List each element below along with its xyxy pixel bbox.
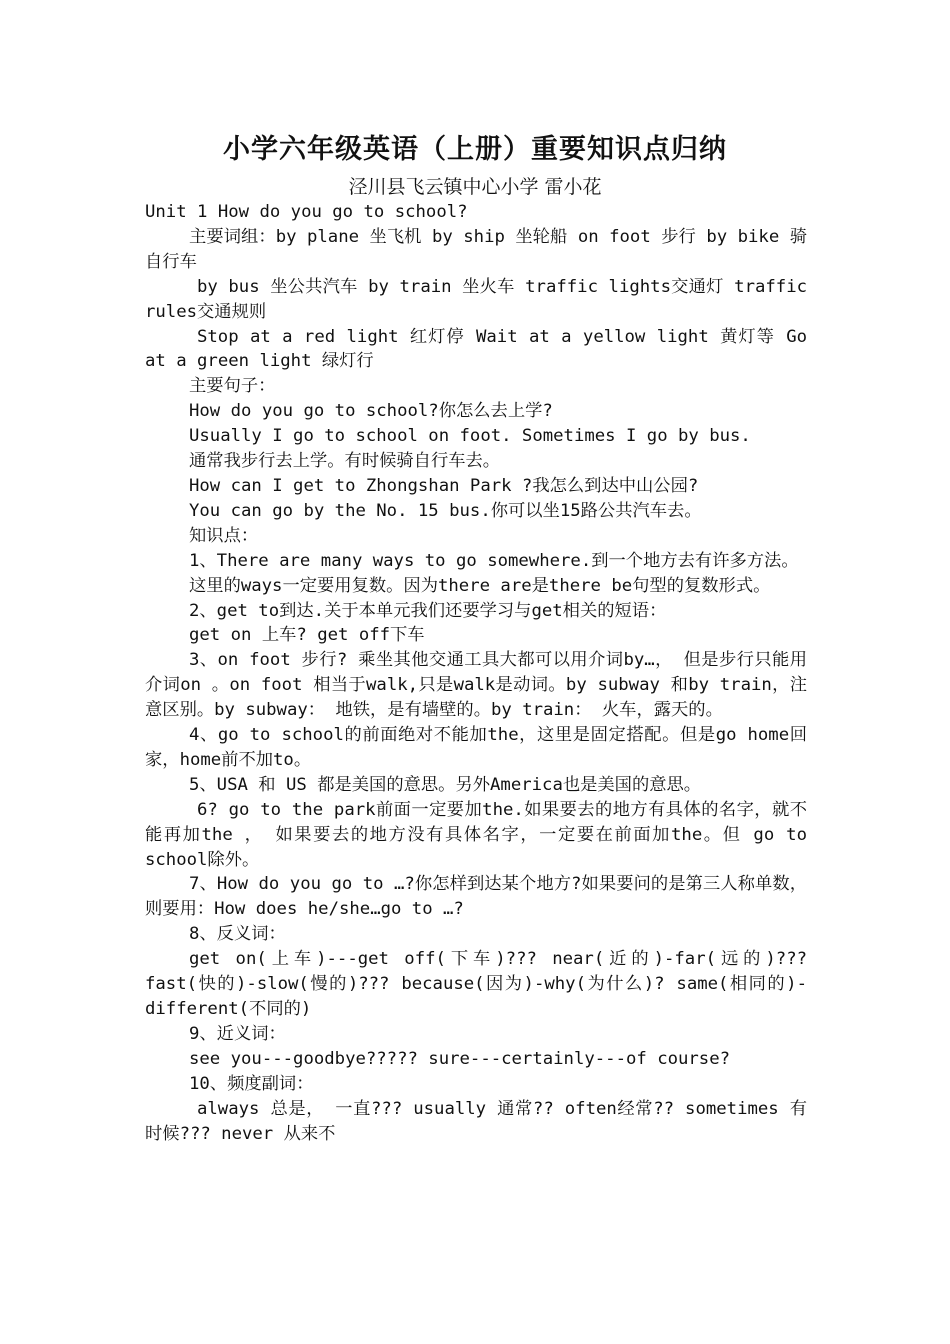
point-7: 7、How do you go to …?你怎样到达某个地方?如果要问的是第三人称单数，则要用：How does he/she…go to …? (145, 874, 807, 920)
sentences-heading: 主要句子： (189, 376, 276, 397)
point-1-note: 这里的ways一定要用复数。因为there are是there be句型的复数形式。 (189, 575, 771, 596)
point-5: 5、USA 和 US 都是美国的意思。另外America也是美国的意思。 (189, 774, 702, 795)
point-6: 6? go to the park前面一定要加the.如果要去的地方有具体的名字，就不能再加the ， 如果要去的地方没有具体名字，一定要在前面加the。但 go to school除外。 (145, 799, 807, 870)
point-3: 3、on foot 步行? 乘坐其他交通工具大都可以用介词by…， 但是步行只能用介词on 。on foot 相当于walk,只是walk是动词。by subway 和by train，注意区别。by subway： 地铁，是有墙壁的。by train： 火车，露天的。 (145, 650, 807, 721)
sentence-2-translation: 通常我步行去上学。有时候骑自行车去。 (189, 451, 501, 472)
point-9-synonyms: see you---goodbye????? sure---certainly---of course? (189, 1048, 731, 1069)
sentence-4: You can go by the No. 15 bus.你可以坐15路公共汽车去。 (189, 500, 702, 521)
point-10: 10、频度副词： (189, 1073, 314, 1094)
phrases-paragraph: 主要词组：by plane 坐飞机 by ship 坐轮船 on foot 步行 by bike 骑自行车 (145, 226, 807, 272)
document-body (145, 200, 807, 1146)
point-4: 4、go to school的前面绝对不能加the，这里是固定搭配。但是go home回家，home前不加to。 (145, 725, 807, 770)
point-8: 8、反义词： (189, 924, 286, 945)
point-9: 9、近义词： (189, 1023, 286, 1044)
point-1: 1、There are many ways to go somewhere.到一个地方去有许多方法。 (189, 550, 799, 571)
point-10-adverbs: always 总是， 一直??? usually 通常?? often经常?? sometimes 有时候??? never 从来不 (145, 1098, 807, 1144)
sentence-3: How can I get to Zhongshan Park ?我怎么到达中山公园? (189, 475, 699, 496)
unit-heading: Unit 1 How do you go to school? (145, 202, 468, 222)
point-2-note: get on 上车? get off下车 (189, 625, 425, 646)
point-8-antonyms: get on(上车)---get off(下车)??? near(近的)-far(远的)??? fast(快的)-slow(慢的)??? because(因为)-why(为什么)? same(相同的)-different(不同的) (145, 949, 807, 1019)
phrases-paragraph-2: by bus 坐公共汽车 by train 坐火车 traffic lights交通灯 traffic rules交通规则 (145, 276, 807, 322)
phrases-paragraph-3: Stop at a red light 红灯停 Wait at a yellow light 黄灯等 Go at a green light 绿灯行 (145, 326, 807, 372)
sentence-2: Usually I go to school on foot. Sometimes I go by bus. (189, 426, 751, 447)
point-2: 2、get to到达.关于本单元我们还要学习与get相关的短语： (189, 600, 667, 621)
author-line: 泾川县飞云镇中心小学 雷小花 (348, 176, 602, 198)
document-title: 小学六年级英语（上册）重要知识点归纳 (223, 134, 727, 165)
sentence-1: How do you go to school?你怎么去上学? (189, 401, 553, 422)
points-heading: 知识点： (189, 525, 259, 546)
